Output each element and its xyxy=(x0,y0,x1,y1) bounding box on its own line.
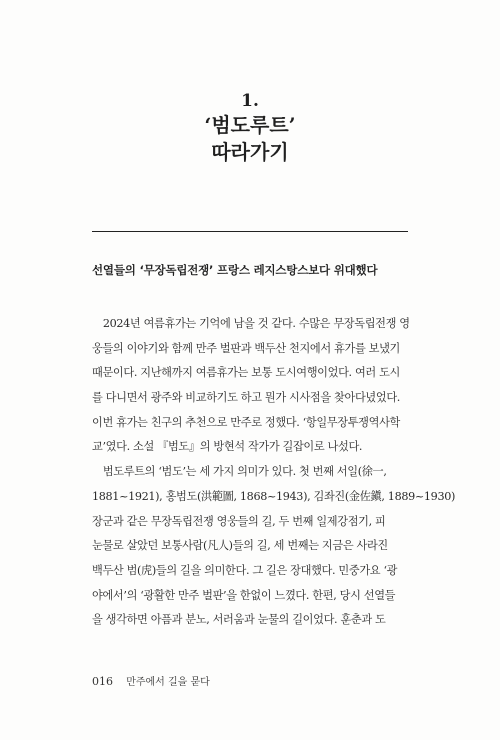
chapter-title-line-1: ‘범도루트’ xyxy=(204,113,296,137)
body-line: 웅들의 이야기와 함께 만주 벌판과 백두산 천지에서 휴가를 보냈기 xyxy=(92,341,400,355)
body-line: 눈물로 살았던 보통사람(凡人)들의 길, 세 번째는 지금은 사라진 xyxy=(92,539,388,553)
body-line: 때문이다. 지난해까지 여름휴가는 보통 도시여행이었다. 여러 도시 xyxy=(92,366,400,380)
chapter-title-line-2: 따라가기 xyxy=(211,140,289,164)
body-line: 백두산 범(虎)들의 길을 의미한다. 그 길은 장대했다. 민중가요 ‘광 xyxy=(92,563,398,577)
body-line: 1881~1921), 홍범도(洪範圖, 1868~1943), 김좌진(金佐鎭, 1889~1930) xyxy=(92,489,455,503)
body-line: 범도루트의 ‘범도’는 세 가지 의미가 있다. 첫 번째 서일(徐一, xyxy=(92,465,387,479)
section-divider xyxy=(92,231,408,232)
body-line: 2024년 여름휴가는 기억에 남을 것 같다. 수많은 무장독립전쟁 영 xyxy=(92,317,410,330)
body-line: 교’였다. 소설 『범도』의 방현석 작가가 길잡이로 나섰다. xyxy=(92,440,363,454)
body-line: 이번 휴가는 친구의 추천으로 만주로 정했다. ‘항일무장투쟁역사학 xyxy=(92,415,400,429)
body-line: 를 다니면서 광주와 비교하기도 하고 뭔가 시사점을 찾아다녔었다. xyxy=(92,391,400,405)
body-line: 을 생각하면 아픔과 분노, 서러움과 눈물의 길이었다. 훈춘과 도 xyxy=(92,613,386,627)
page-number: 016 xyxy=(92,675,113,688)
chapter-number: 1. xyxy=(241,91,259,111)
body-line: 장군과 같은 무장독립전쟁 영웅들의 길, 두 번째 일제강점기, 피 xyxy=(92,514,386,528)
section-subheading: 선열들의 ‘무장독립전쟁’ 프랑스 레지스탕스보다 위대했다 xyxy=(92,263,378,277)
running-book-title: 만주에서 길을 묻다 xyxy=(126,677,210,688)
body-line: 야에서’의 ‘광활한 만주 벌판’을 한없이 느꼈다. 한편, 당시 선열들 xyxy=(92,588,396,602)
page-footer xyxy=(92,673,210,688)
body-text xyxy=(92,312,455,633)
